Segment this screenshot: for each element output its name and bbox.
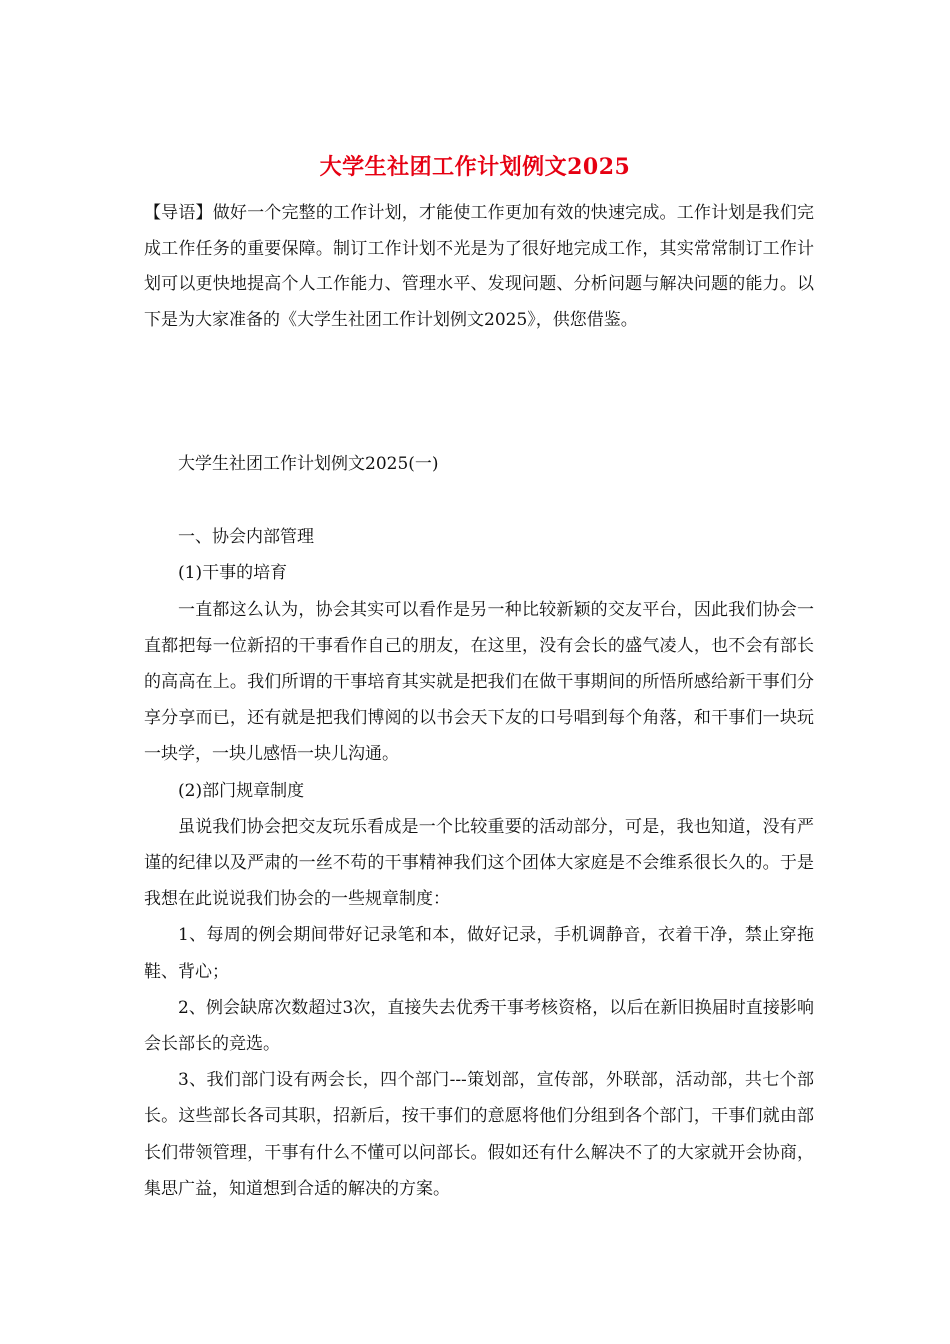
subsection-heading: (1)干事的培育 [178,563,288,584]
body-paragraph: 虽说我们协会把交友玩乐看成是一个比较重要的活动部分，可是，我也知道，没有严谨的纪律以及严肃的一丝不苟的干事精神我们这个团体大家庭是不会维系很长久的。于是我想在此说说我们协会的一些规章制度： [144,816,814,910]
intro-paragraph: 【导语】做好一个完整的工作计划，才能使工作更加有效的快速完成。工作计划是我们完成工作任务的重要保障。制订工作计划不光是为了很好地完成工作，其实常常制订工作计划可以更快地提高个人工作能力、管理水平、发现问题、分析问题与解决问题的能力。以下是为大家准备的《大学生社团工作计划例文2025》，供您借鉴。 [144,203,814,330]
rule-item: 2、例会缺席次数超过3次，直接失去优秀干事考核资格，以后在新旧换届时直接影响会长部长的竞选。 [144,997,814,1055]
subsection-heading: (2)部门规章制度 [178,780,305,801]
document-title: 大学生社团工作计划例文2025 [319,154,631,180]
rule-item: 3、我们部门设有两会长，四个部门---策划部，宣传部，外联部，活动部，共七个部长。这些部长各司其职，招新后，按干事们的意愿将他们分组到各个部门，干事们就由部长们带领管理，干事有什么不懂可以问部长。假如还有什么解决不了的大家就开会协商，集思广益，知道想到合适的解决的方案。 [144,1070,814,1199]
section-subtitle: 大学生社团工作计划例文2025(一) [178,454,439,474]
section-heading: 一、协会内部管理 [178,527,314,548]
document-body [144,446,814,1207]
rule-item: 1、每周的例会期间带好记录笔和本，做好记录，手机调静音，衣着干净，禁止穿拖鞋、背心； [144,925,814,982]
body-paragraph: 一直都这么认为，协会其实可以看作是另一种比较新颖的交友平台，因此我们协会一直都把每一位新招的干事看作自己的朋友，在这里，没有会长的盛气凌人，也不会有部长的高高在上。我们所谓的干事培育其实就是把我们在做干事期间的所悟所感给新干事们分享分享而已，还有就是把我们博阅的以书会天下友的口号唱到每个角落，和干事们一块玩一块学，一块儿感悟一块儿沟通。 [144,599,814,765]
